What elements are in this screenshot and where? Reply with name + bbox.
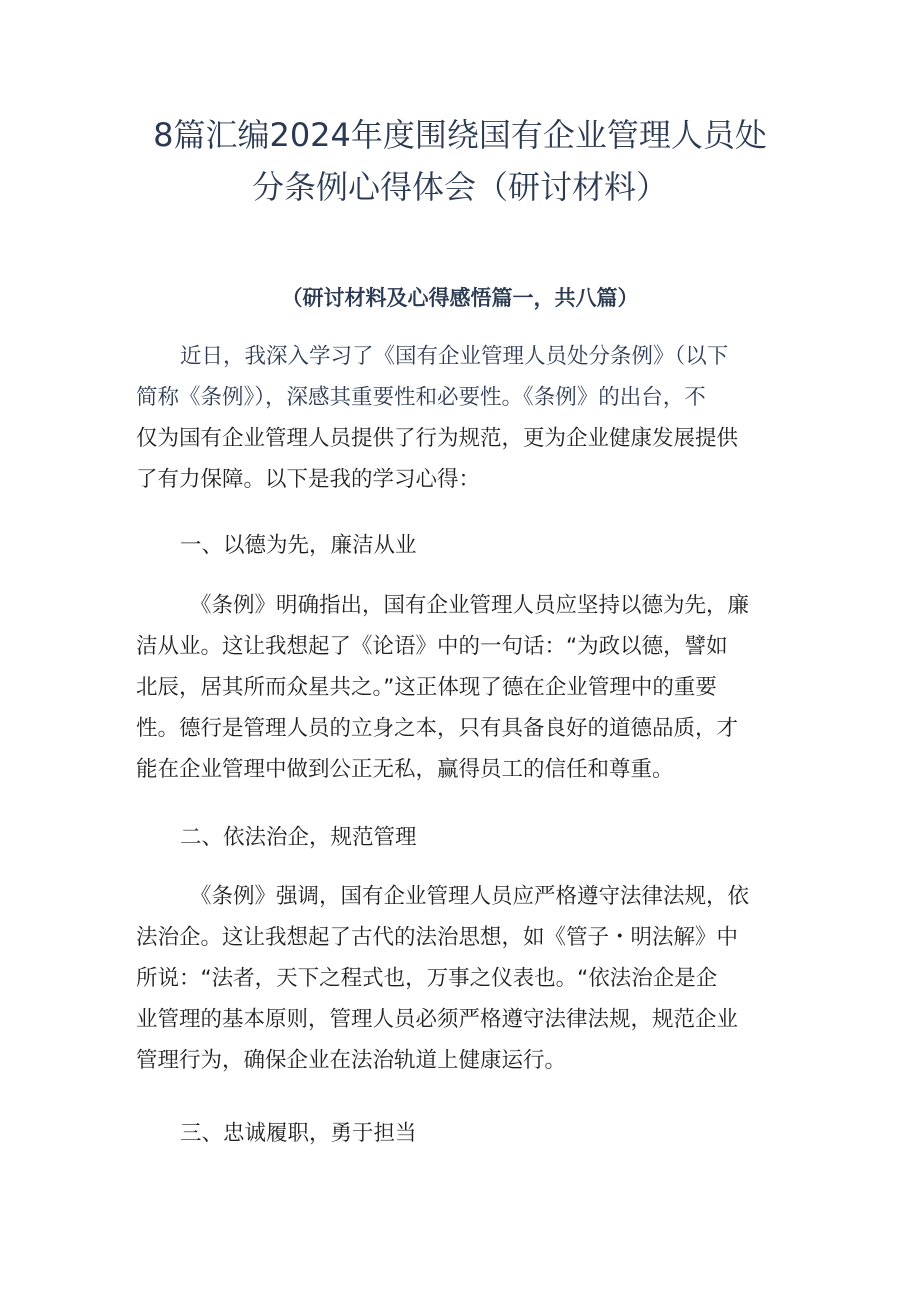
paragraph-line: 业管理的基本原则，管理人员必须严格遵守法律法规，规范企业 (136, 1007, 739, 1032)
paragraph-line-segment: 简称《条例》），深感其重要性和必要性。《条例》的出台，不 (136, 385, 706, 410)
paragraph-line (136, 377, 796, 418)
section-heading-3: 三、忠诚履职，勇于担当 (180, 1121, 417, 1146)
paragraph-line: 管理行为，确保企业在法治轨道上健康运行。 (136, 1048, 567, 1073)
document-title-line-2: 分条例心得体会（研讨材料） (251, 168, 668, 206)
paragraph-line: 了有力保障。以下是我的学习心得： (136, 467, 481, 492)
paragraph-line: 仅为国有企业管理人员提供了行为规范，更为企业健康发展提供 (136, 426, 739, 451)
intro-paragraph (136, 336, 796, 500)
section-2-paragraph (136, 876, 796, 1081)
paragraph-line: 法治企。这让我想起了古代的法治思想，如《管子・明法解》中 (136, 925, 739, 950)
paragraph-line: 洁从业。这让我想起了《论语》中的一句话：“为政以德，譬如 (136, 634, 728, 659)
section-heading-1: 一、以德为先，廉洁从业 (180, 533, 417, 558)
paragraph-line: 性。德行是管理人员的立身之本，只有具备良好的道德品质，才 (136, 716, 739, 741)
section-1-paragraph (136, 585, 796, 790)
paragraph-line: 所说：“法者，天下之程式也，万事之仪表也。“依法治企是企 (136, 966, 718, 991)
paragraph-line: 北辰，居其所而众星共之。”这正体现了德在企业管理中的重要 (136, 675, 717, 700)
paragraph-line: 能在企业管理中做到公正无私，赢得员工的信任和尊重。 (136, 757, 674, 782)
paragraph-line: 《条例》明确指出，国有企业管理人员应坚持以德为先，廉 (190, 593, 750, 618)
paragraph-line: 《条例》强调，国有企业管理人员应严格遵守法律法规，依 (190, 884, 750, 909)
document-subtitle: （研讨材料及心得感悟篇一，共八篇） (281, 286, 639, 310)
section-heading-2: 二、依法治企，规范管理 (180, 825, 417, 850)
document-title-line-1: 8篇汇编2024年度围绕国有企业管理人员处 (153, 116, 767, 154)
paragraph-line: 近日，我深入学习了《国有企业管理人员处分条例》（以下 (180, 344, 729, 369)
